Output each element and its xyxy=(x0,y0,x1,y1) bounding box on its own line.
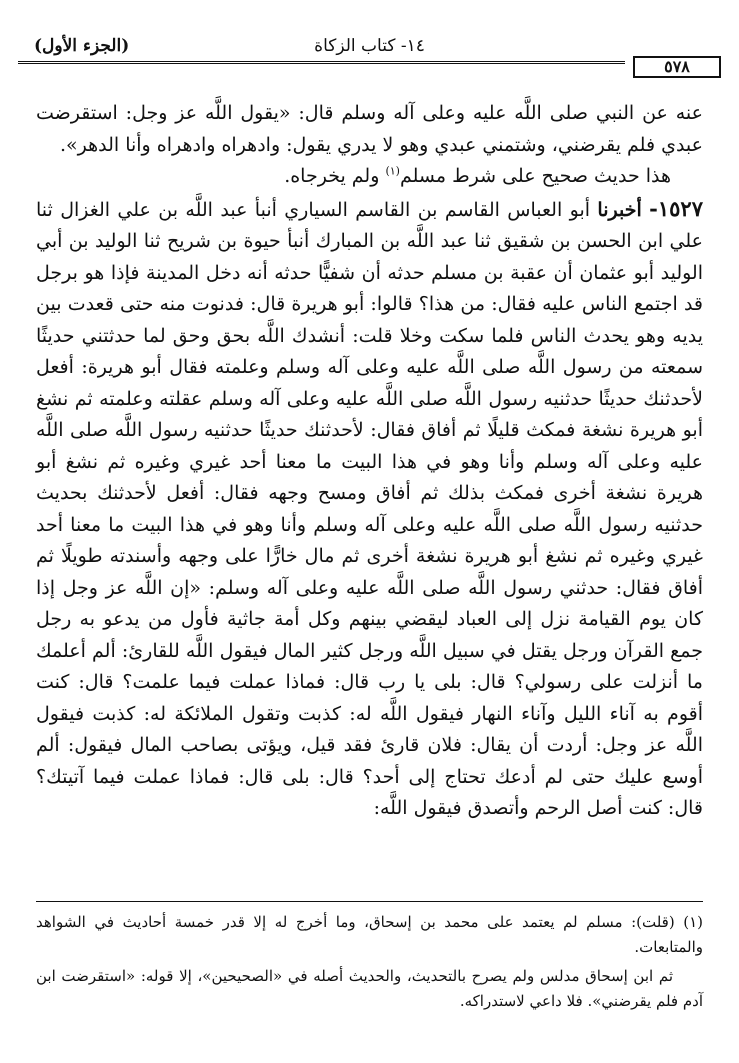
hadith-number: ١٥٢٧- xyxy=(649,195,703,221)
header-rule xyxy=(18,61,625,67)
footnote-ref: (١) xyxy=(385,164,400,178)
footnotes xyxy=(36,910,703,1018)
footnote-divider xyxy=(36,901,703,902)
paragraph-hadith-end: عنه عن النبي صلى اللَّه عليه وعلى آله وسلم قال: «يقول اللَّه عز وجل: استقرضت عبدي فلم يقرضني، وشتمني عبدي وهو لا يدري يقول: وادهراه وادهراه وأنا الدهر». xyxy=(36,102,703,156)
running-header xyxy=(18,30,721,78)
footnote-1-continued: ثم ابن إسحاق مدلس ولم يصرح بالتحديث، والحديث أصله في «الصحيحين»، إلا قوله: «استقرضت ابن آدم فلم يقرضني». فلا داعي لاستدراكه. xyxy=(36,967,703,1010)
main-text xyxy=(36,98,703,825)
grading-text: هذا حديث صحيح على شرط مسلم xyxy=(399,165,671,187)
hadith-intro: أخبرنا xyxy=(597,198,642,221)
hadith-text: أبو العباس القاسم بن القاسم السياري أنبأ عبد اللَّه بن علي الغزال ثنا علي ابن الحسن بن شقيق ثنا عبد اللَّه بن المبارك أنبأ حيوة بن شريح ثنا الوليد بن أبي الوليد أبو عثمان أن عقبة بن مسلم حدثه أن شفيًّا حدثه أنه دخل المدينة فإذا هو برجل قد اجتمع الناس عليه فقال: من هذا؟ قالوا: أبو هريرة قال: فدنوت منه حتى قعدت بين يديه وهو يحدث الناس فلما سكت وخلا قلت: أنشدك اللَّه بحق وحق لما حدثتني حديثًا سمعته من رسول اللَّه صلى اللَّه عليه وعلى آله وسلم وعلمته فقال أبو هريرة: أفعل لأحدثنك حديثًا حدثنيه رسول اللَّه صلى اللَّه عليه وعلى آله وسلم عقلته وعلمته ثم نشغ أبو هريرة نشغة فمكث قليلًا ثم أفاق فقال: لأحدثنك حديثًا حدثنيه رسول اللَّه صلى اللَّه عليه وعلى آله وسلم وأنا وهو في هذا البيت ما معنا أحد غيري وغيره ثم نشغ أبو هريرة نشغة أخرى فمكث بذلك ثم أفاق ومسح وجهه فقال: أفعل لأحدثنك بحديث حدثنيه رسول اللَّه صلى اللَّه عليه وعلى آله وسلم وأنا وهو في هذا البيت ما معنا أحد غيري وغيره ثم نشغ أبو هريرة نشغة أخرى ثم مال خارًّا على وجهه وأسندته طويلًا ثم أفاق فقال: حدثني رسول اللَّه صلى اللَّه عليه وعلى آله وسلم: «إن اللَّه عز وجل إذا كان يوم القيامة نزل إلى العباد ليقضي بينهم وكل أمة جاثية فأول من يدعو به رجل جمع القرآن ورجل يقتل في سبيل اللَّه ورجل كثير المال فيقول اللَّه للقارئ: ألم أعلمك ما أنزلت على رسولي؟ قال: بلى يا رب قال: فماذا عملت فيما علمت؟ قال: كنت أقوم به آناء الليل وآناء النهار فيقول اللَّه له: كذبت وتقول الملائكة له: كذبت فيقول اللَّه عز وجل: أردت أن يقال: فلان قارئ فقد قيل، ويؤتى بصاحب المال فيقول: ألم أوسع عليك حتى لم أدعك تحتاج إلى أحد؟ قال: بلى قال: فماذا عملت فيما آتيتك؟ قال: كنت أصل الرحم وأتصدق فيقول اللَّه: xyxy=(36,198,703,819)
paragraph-grading xyxy=(36,161,703,193)
paragraph-hadith-1527 xyxy=(36,193,703,825)
volume-label: (الجزء الأول) xyxy=(34,36,130,56)
footnote-1: (١) (قلت): مسلم لم يعتمد على محمد بن إسحاق، وما أخرج له إلا قدر خمسة أحاديث في الشواهد والمتابعات. xyxy=(36,913,703,956)
chapter-title: ١٤- كتاب الزكاة xyxy=(314,36,425,56)
page-number: ٥٧٨ xyxy=(633,56,721,78)
grading-text-end: ولم يخرجاه. xyxy=(284,165,386,187)
